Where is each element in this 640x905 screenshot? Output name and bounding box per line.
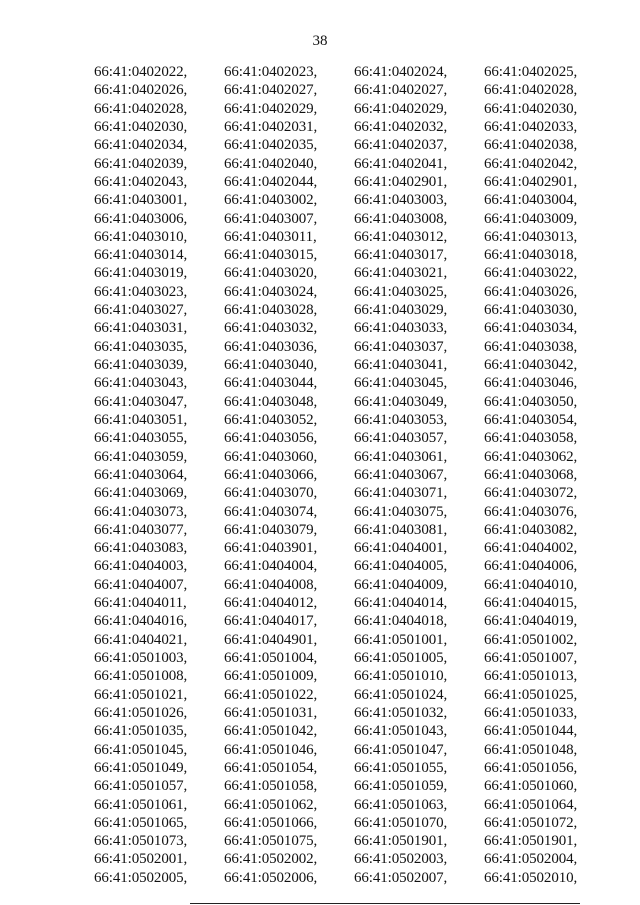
cadastral-number-cell: 66:41:0501063,: [354, 796, 448, 813]
cadastral-number-cell: 66:41:0403074,: [224, 503, 318, 520]
cadastral-number-cell: 66:41:0501070,: [354, 814, 448, 831]
cadastral-number-grid: [94, 63, 604, 887]
cadastral-number-cell: 66:41:0402029,: [354, 100, 448, 117]
cadastral-number-cell: 66:41:0403079,: [224, 521, 318, 538]
cadastral-number-cell: 66:41:0501032,: [354, 704, 448, 721]
cadastral-number-cell: 66:41:0502010,: [484, 869, 578, 886]
cadastral-number-cell: 66:41:0501044,: [484, 723, 578, 740]
cadastral-number-cell: 66:41:0404003,: [94, 558, 188, 575]
cadastral-number-cell: 66:41:0404007,: [94, 576, 188, 593]
cadastral-number-cell: 66:41:0403060,: [224, 448, 318, 465]
cadastral-number-cell: 66:41:0402028,: [94, 100, 188, 117]
cadastral-number-cell: 66:41:0501022,: [224, 686, 318, 703]
cadastral-number-cell: 66:41:0403022,: [484, 265, 578, 282]
cadastral-number-cell: 66:41:0501061,: [94, 796, 188, 813]
cadastral-number-cell: 66:41:0501058,: [224, 778, 318, 795]
cadastral-number-cell: 66:41:0501055,: [354, 759, 448, 776]
cadastral-number-cell: 66:41:0402038,: [484, 137, 578, 154]
cadastral-number-cell: 66:41:0501065,: [94, 814, 188, 831]
cadastral-number-cell: 66:41:0403053,: [354, 411, 448, 428]
cadastral-number-cell: 66:41:0403047,: [94, 393, 188, 410]
cadastral-number-cell: 66:41:0501035,: [94, 723, 188, 740]
cadastral-number-cell: 66:41:0403028,: [224, 302, 318, 319]
cadastral-number-cell: 66:41:0402033,: [484, 118, 578, 135]
cadastral-number-cell: 66:41:0403010,: [94, 228, 188, 245]
cadastral-number-cell: 66:41:0403001,: [94, 192, 188, 209]
cadastral-number-cell: 66:41:0403083,: [94, 540, 188, 557]
cadastral-number-cell: 66:41:0403054,: [484, 411, 578, 428]
cadastral-number-cell: 66:41:0403041,: [354, 357, 448, 373]
cadastral-number-cell: 66:41:0403064,: [94, 466, 188, 483]
cadastral-number-cell: 66:41:0501901,: [354, 833, 448, 850]
cadastral-number-cell: 66:41:0402026,: [94, 82, 188, 99]
cadastral-number-cell: 66:41:0403035,: [94, 338, 188, 355]
cadastral-number-cell: 66:41:0502007,: [354, 869, 448, 886]
footer-rule: [190, 903, 580, 904]
cadastral-number-cell: 66:41:0403003,: [354, 192, 448, 209]
cadastral-number-cell: 66:41:0403006,: [94, 210, 188, 227]
cadastral-number-cell: 66:41:0403055,: [94, 430, 188, 447]
cadastral-number-cell: 66:41:0501059,: [354, 778, 448, 795]
cadastral-number-cell: 66:41:0403011,: [224, 228, 317, 245]
cadastral-number-cell: 66:41:0403013,: [484, 228, 578, 245]
cadastral-number-cell: 66:41:0404004,: [224, 558, 318, 575]
cadastral-number-cell: 66:41:0403020,: [224, 265, 318, 282]
cadastral-number-cell: 66:41:0403021,: [354, 265, 448, 282]
cadastral-number-cell: 66:41:0403033,: [354, 320, 448, 337]
cadastral-number-cell: 66:41:0402901,: [354, 173, 448, 190]
cadastral-number-cell: 66:41:0403072,: [484, 485, 578, 502]
cadastral-number-cell: 66:41:0403044,: [224, 375, 318, 392]
cadastral-number-cell: 66:41:0404011,: [94, 595, 187, 612]
cadastral-number-cell: 66:41:0402025,: [484, 64, 578, 80]
cadastral-number-cell: 66:41:0402027,: [224, 82, 318, 99]
cadastral-number-cell: 66:41:0403057,: [354, 430, 448, 447]
cadastral-number-cell: 66:41:0403042,: [484, 357, 578, 373]
cadastral-number-cell: 66:41:0403073,: [94, 503, 188, 520]
cadastral-number-cell: 66:41:0403030,: [484, 302, 578, 319]
cadastral-number-cell: 66:41:0403048,: [224, 393, 318, 410]
cadastral-number-cell: 66:41:0403031,: [94, 320, 188, 337]
cadastral-number-cell: 66:41:0502001,: [94, 851, 188, 868]
cadastral-number-cell: 66:41:0501013,: [484, 668, 578, 685]
cadastral-number-cell: 66:41:0403066,: [224, 466, 318, 483]
page-number: 38: [312, 33, 328, 49]
cadastral-number-cell: 66:41:0403019,: [94, 265, 188, 282]
cadastral-number-cell: 66:41:0501042,: [224, 723, 318, 740]
cadastral-number-cell: 66:41:0404015,: [484, 595, 578, 612]
cadastral-number-cell: 66:41:0403008,: [354, 210, 448, 227]
cadastral-number-cell: 66:41:0403029,: [354, 302, 448, 319]
cadastral-number-cell: 66:41:0501072,: [484, 814, 578, 831]
cadastral-number-cell: 66:41:0403027,: [94, 302, 188, 319]
cadastral-number-cell: 66:41:0403075,: [354, 503, 448, 520]
cadastral-number-cell: 66:41:0402031,: [224, 118, 318, 135]
cadastral-number-cell: 66:41:0404019,: [484, 613, 578, 630]
cadastral-number-cell: 66:41:0403071,: [354, 485, 448, 502]
cadastral-number-cell: 66:41:0404009,: [354, 576, 448, 593]
cadastral-number-cell: 66:41:0404012,: [224, 595, 318, 612]
cadastral-number-cell: 66:41:0502003,: [354, 851, 448, 868]
cadastral-number-cell: 66:41:0402024,: [354, 64, 448, 80]
cadastral-number-cell: 66:41:0501010,: [354, 668, 448, 685]
cadastral-number-cell: 66:41:0501054,: [224, 759, 318, 776]
cadastral-number-cell: 66:41:0403025,: [354, 283, 448, 300]
cadastral-number-cell: 66:41:0403081,: [354, 521, 448, 538]
cadastral-number-cell: 66:41:0403026,: [484, 283, 578, 300]
cadastral-number-cell: 66:41:0402037,: [354, 137, 448, 154]
cadastral-number-cell: 66:41:0501033,: [484, 704, 578, 721]
cadastral-number-cell: 66:41:0403067,: [354, 466, 448, 483]
cadastral-number-cell: 66:41:0403007,: [224, 210, 318, 227]
cadastral-number-cell: 66:41:0403015,: [224, 247, 318, 264]
cadastral-number-cell: 66:41:0402043,: [94, 173, 188, 190]
cadastral-number-cell: 66:41:0404021,: [94, 631, 188, 648]
cadastral-number-cell: 66:41:0402023,: [224, 64, 318, 80]
cadastral-number-cell: 66:41:0403009,: [484, 210, 578, 227]
cadastral-number-cell: 66:41:0403068,: [484, 466, 578, 483]
cadastral-number-cell: 66:41:0402035,: [224, 137, 318, 154]
cadastral-number-cell: 66:41:0403040,: [224, 357, 318, 373]
cadastral-number-cell: 66:41:0501002,: [484, 631, 578, 648]
cadastral-number-cell: 66:41:0404005,: [354, 558, 448, 575]
cadastral-number-cell: 66:41:0403051,: [94, 411, 188, 428]
cadastral-number-cell: 66:41:0402034,: [94, 137, 188, 154]
cadastral-number-cell: 66:41:0403082,: [484, 521, 578, 538]
cadastral-number-cell: 66:41:0404001,: [354, 540, 448, 557]
cadastral-number-cell: 66:41:0403052,: [224, 411, 318, 428]
cadastral-number-cell: 66:41:0403069,: [94, 485, 188, 502]
cadastral-number-cell: 66:41:0501024,: [354, 686, 448, 703]
cadastral-number-cell: 66:41:0404018,: [354, 613, 448, 630]
cadastral-number-cell: 66:41:0501901,: [484, 833, 578, 850]
cadastral-number-cell: 66:41:0501075,: [224, 833, 318, 850]
cadastral-number-cell: 66:41:0502002,: [224, 851, 318, 868]
cadastral-number-cell: 66:41:0403023,: [94, 283, 188, 300]
cadastral-number-cell: 66:41:0403034,: [484, 320, 578, 337]
cadastral-number-cell: 66:41:0403014,: [94, 247, 188, 264]
cadastral-number-cell: 66:41:0402044,: [224, 173, 318, 190]
cadastral-number-cell: 66:41:0501031,: [224, 704, 318, 721]
cadastral-number-cell: 66:41:0403002,: [224, 192, 318, 209]
cadastral-number-cell: 66:41:0501008,: [94, 668, 188, 685]
cadastral-number-cell: 66:41:0501062,: [224, 796, 318, 813]
cadastral-number-cell: 66:41:0404901,: [224, 631, 318, 648]
cadastral-number-cell: 66:41:0402041,: [354, 155, 448, 172]
cadastral-number-cell: 66:41:0403036,: [224, 338, 318, 355]
cadastral-number-cell: 66:41:0403056,: [224, 430, 318, 447]
cadastral-number-cell: 66:41:0501057,: [94, 778, 188, 795]
cadastral-number-cell: 66:41:0501003,: [94, 650, 188, 666]
cadastral-number-cell: 66:41:0501047,: [354, 741, 448, 758]
cadastral-number-cell: 66:41:0501005,: [354, 650, 448, 666]
cadastral-number-cell: 66:41:0403004,: [484, 192, 578, 209]
cadastral-number-cell: 66:41:0501048,: [484, 741, 578, 758]
cadastral-number-cell: 66:41:0403032,: [224, 320, 318, 337]
cadastral-number-cell: 66:41:0403037,: [354, 338, 448, 355]
cadastral-number-cell: 66:41:0402029,: [224, 100, 318, 117]
cadastral-number-cell: 66:41:0404017,: [224, 613, 318, 630]
cadastral-number-cell: 66:41:0404006,: [484, 558, 578, 575]
cadastral-number-cell: 66:41:0501026,: [94, 704, 188, 721]
cadastral-number-cell: 66:41:0403058,: [484, 430, 578, 447]
cadastral-number-cell: 66:41:0402032,: [354, 118, 448, 135]
cadastral-number-cell: 66:41:0403046,: [484, 375, 578, 392]
cadastral-number-cell: 66:41:0402022,: [94, 64, 188, 80]
cadastral-number-cell: 66:41:0402040,: [224, 155, 318, 172]
cadastral-number-cell: 66:41:0404014,: [354, 595, 448, 612]
cadastral-number-cell: 66:41:0402030,: [94, 118, 188, 135]
cadastral-number-cell: 66:41:0403901,: [224, 540, 318, 557]
cadastral-number-cell: 66:41:0403062,: [484, 448, 578, 465]
cadastral-number-cell: 66:41:0403049,: [354, 393, 448, 410]
cadastral-number-cell: 66:41:0403017,: [354, 247, 448, 264]
cadastral-number-cell: 66:41:0402039,: [94, 155, 188, 172]
cadastral-number-cell: 66:41:0404016,: [94, 613, 188, 630]
cadastral-number-cell: 66:41:0501043,: [354, 723, 448, 740]
cadastral-number-cell: 66:41:0402027,: [354, 82, 448, 99]
cadastral-number-cell: 66:41:0403045,: [354, 375, 448, 392]
cadastral-number-cell: 66:41:0404008,: [224, 576, 318, 593]
cadastral-number-cell: 66:41:0403050,: [484, 393, 578, 410]
cadastral-number-cell: 66:41:0403061,: [354, 448, 448, 465]
cadastral-number-cell: 66:41:0501049,: [94, 759, 188, 776]
cadastral-number-cell: 66:41:0501009,: [224, 668, 318, 685]
cadastral-number-cell: 66:41:0501004,: [224, 650, 318, 666]
cadastral-number-cell: 66:41:0403039,: [94, 357, 188, 373]
cadastral-number-cell: 66:41:0501007,: [484, 650, 578, 666]
cadastral-number-cell: 66:41:0403077,: [94, 521, 188, 538]
cadastral-number-cell: 66:41:0501060,: [484, 778, 578, 795]
cadastral-number-cell: 66:41:0403070,: [224, 485, 318, 502]
cadastral-number-cell: 66:41:0501001,: [354, 631, 448, 648]
cadastral-number-cell: 66:41:0502004,: [484, 851, 578, 868]
cadastral-number-cell: 66:41:0501064,: [484, 796, 578, 813]
cadastral-number-cell: 66:41:0501021,: [94, 686, 188, 703]
cadastral-number-cell: 66:41:0502005,: [94, 869, 188, 886]
cadastral-number-cell: 66:41:0501056,: [484, 759, 578, 776]
cadastral-number-cell: 66:41:0501073,: [94, 833, 188, 850]
cadastral-number-cell: 66:41:0403059,: [94, 448, 188, 465]
cadastral-number-cell: 66:41:0402030,: [484, 100, 578, 117]
cadastral-number-cell: 66:41:0502006,: [224, 869, 318, 886]
cadastral-number-cell: 66:41:0501046,: [224, 741, 318, 758]
cadastral-number-cell: 66:41:0403038,: [484, 338, 578, 355]
cadastral-number-cell: 66:41:0403018,: [484, 247, 578, 264]
cadastral-number-cell: 66:41:0402028,: [484, 82, 578, 99]
cadastral-number-cell: 66:41:0501025,: [484, 686, 578, 703]
cadastral-number-cell: 66:41:0404010,: [484, 576, 578, 593]
cadastral-number-cell: 66:41:0501066,: [224, 814, 318, 831]
cadastral-number-cell: 66:41:0501045,: [94, 741, 188, 758]
cadastral-number-cell: 66:41:0402042,: [484, 155, 578, 172]
cadastral-number-cell: 66:41:0402901,: [484, 173, 578, 190]
cadastral-number-cell: 66:41:0403043,: [94, 375, 188, 392]
cadastral-number-cell: 66:41:0403024,: [224, 283, 318, 300]
cadastral-number-cell: 66:41:0403012,: [354, 228, 448, 245]
cadastral-number-cell: 66:41:0403076,: [484, 503, 578, 520]
cadastral-number-cell: 66:41:0404002,: [484, 540, 578, 557]
